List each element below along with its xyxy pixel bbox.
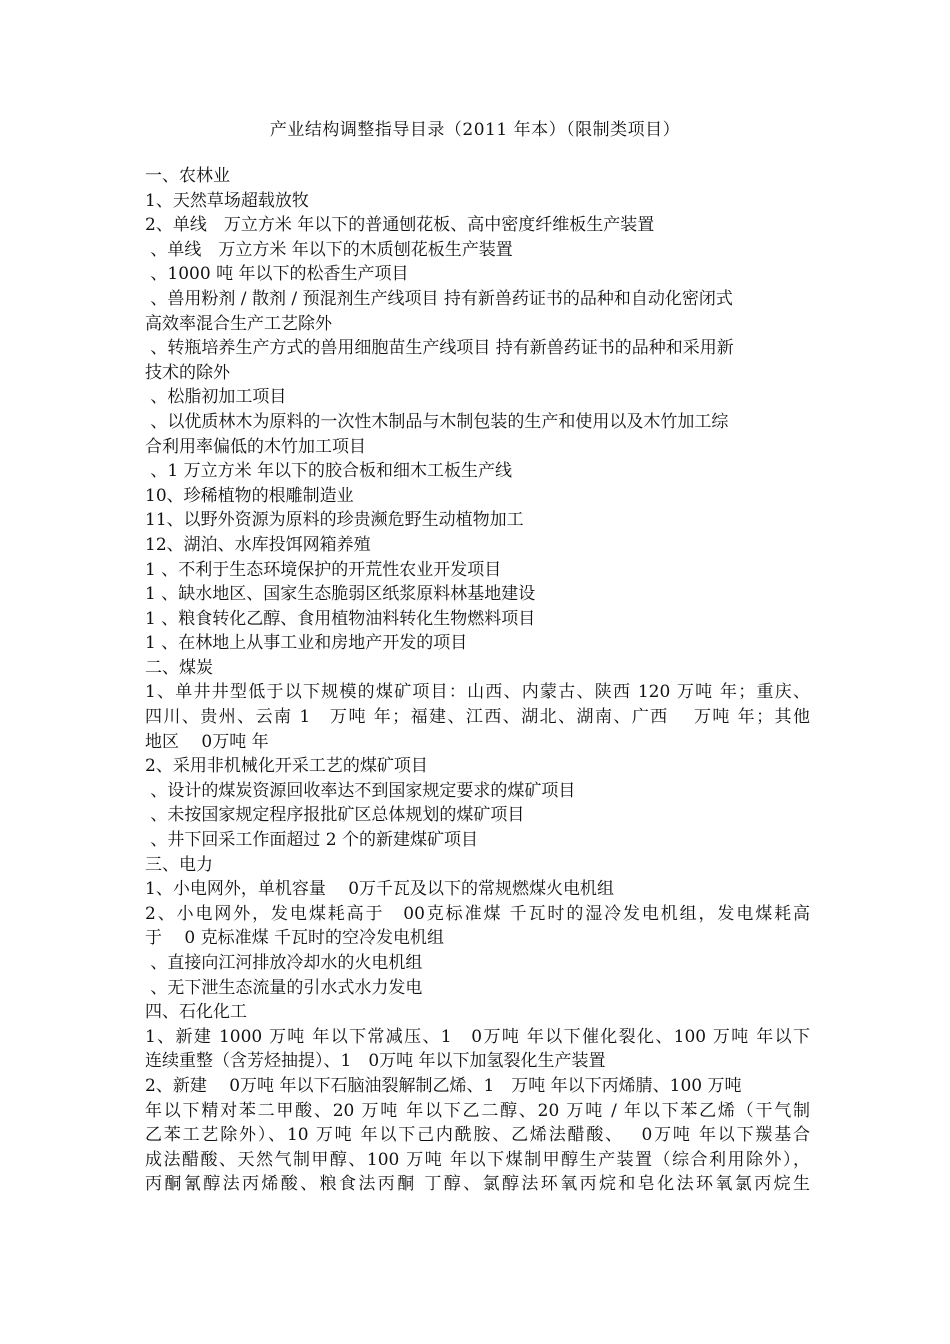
text-line: 、以优质林木为原料的一次性木制品与木制包装的生产和使用以及木竹加工综: [145, 411, 729, 432]
text-line: 连续重整（含芳烃抽提）、1 0万吨 年以下加氢裂化生产装置: [145, 1051, 606, 1072]
text-line: 、转瓶培养生产方式的兽用细胞苗生产线项目 持有新兽药证书的品种和采用新: [145, 338, 734, 359]
text-line: 1 、缺水地区、国家生态脆弱区纸浆原料林基地建设: [145, 584, 536, 605]
text-line: 、设计的煤炭资源回收率达不到国家规定要求的煤矿项目: [145, 780, 576, 801]
text-line: 、无下泄生态流量的引水式水力发电: [145, 977, 423, 998]
text-line: 1 、粮食转化乙醇、食用植物油料转化生物燃料项目: [145, 608, 536, 629]
text-line: 2、新建 0万吨 年以下石脑油裂解制乙烯、1 万吨 年以下丙烯腈、100 万吨: [145, 1075, 742, 1096]
text-line: 2、采用非机械化开采工艺的煤矿项目: [145, 756, 428, 777]
text-line: 技术的除外: [145, 362, 230, 383]
text-line: 、单线 万立方米 年以下的木质刨花板生产装置: [145, 239, 513, 260]
text-line: 于 0 克标准煤 千瓦时的空冷发电机组: [145, 928, 445, 949]
text-line: 、兽用粉剂 / 散剂 / 预混剂生产线项目 持有新兽药证书的品种和自动化密闭式: [145, 288, 733, 309]
text-line: 合利用率偏低的木竹加工项目: [145, 436, 366, 457]
text-line: 、1000 吨 年以下的松香生产项目: [145, 264, 409, 285]
text-line: 2、单线 万立方米 年以下的普通刨花板、高中密度纤维板生产装置: [145, 215, 655, 236]
text-line: 1、天然草场超载放牧: [145, 190, 309, 211]
text-line: 乙苯工艺除外）、10 万吨 年以下己内酰胺、乙烯法醋酸、 0万吨 年以下羰基合: [145, 1125, 810, 1146]
text-line: 1 、不利于生态环境保护的开荒性农业开发项目: [145, 559, 502, 580]
text-line: 丙酮氰醇法丙烯酸、粮食法丙酮 丁醇、氯醇法环氧丙烷和皂化法环氧氯丙烷生: [145, 1174, 810, 1195]
text-line: 、1 万立方米 年以下的胶合板和细木工板生产线: [145, 461, 513, 482]
text-line: 、直接向江河排放冷却水的火电机组: [145, 953, 423, 973]
text-line: 、井下回采工作面超过 2 个的新建煤矿项目: [145, 830, 479, 851]
text-line: 10、珍稀植物的根雕制造业: [145, 485, 354, 506]
text-line: 12、湖泊、水库投饵网箱养殖: [145, 534, 371, 555]
text-line: 1 、在林地上从事工业和房地产开发的项目: [145, 633, 468, 654]
document-body: [145, 164, 810, 1197]
text-line: 一、农林业: [145, 166, 230, 186]
text-line: 1、新建 1000 万吨 年以下常减压、1 0万吨 年以下催化裂化、100 万吨 年以下: [145, 1026, 810, 1047]
text-line: 、未按国家规定程序报批矿区总体规划的煤矿项目: [145, 805, 525, 826]
text-line: 、松脂初加工项目: [145, 387, 287, 408]
text-line: 三、电力: [145, 854, 213, 875]
text-line: 高效率混合生产工艺除外: [145, 313, 332, 334]
text-line: 1、小电网外，单机容量 0万千瓦及以下的常规燃煤火电机组: [145, 879, 615, 900]
text-line: 四川、贵州、云南 1 万吨 年；福建、江西、湖北、湖南、广西 万吨 年；其他: [145, 707, 810, 728]
text-line: 地区 0万吨 年: [145, 731, 269, 752]
text-line: 成法醋酸、天然气制甲醇、100 万吨 年以下煤制甲醇生产装置（综合利用除外），: [145, 1149, 810, 1170]
text-line: 二、煤炭: [145, 657, 213, 678]
page-title: 产业结构调整指导目录（2011 年本）（限制类项目）: [269, 120, 681, 140]
text-line: 11、以野外资源为原料的珍贵濒危野生动植物加工: [145, 510, 524, 531]
text-line: 1、单井井型低于以下规模的煤矿项目：山西、内蒙古、陕西 120 万吨 年；重庆、: [145, 682, 810, 703]
text-line: 四、石化化工: [145, 1002, 247, 1023]
text-line: 年以下精对苯二甲酸、20 万吨 年以下乙二醇、20 万吨 / 年以下苯乙烯（干气制: [145, 1100, 810, 1121]
text-line: 2、小电网外，发电煤耗高于 00克标准煤 千瓦时的湿冷发电机组，发电煤耗高: [145, 903, 810, 924]
